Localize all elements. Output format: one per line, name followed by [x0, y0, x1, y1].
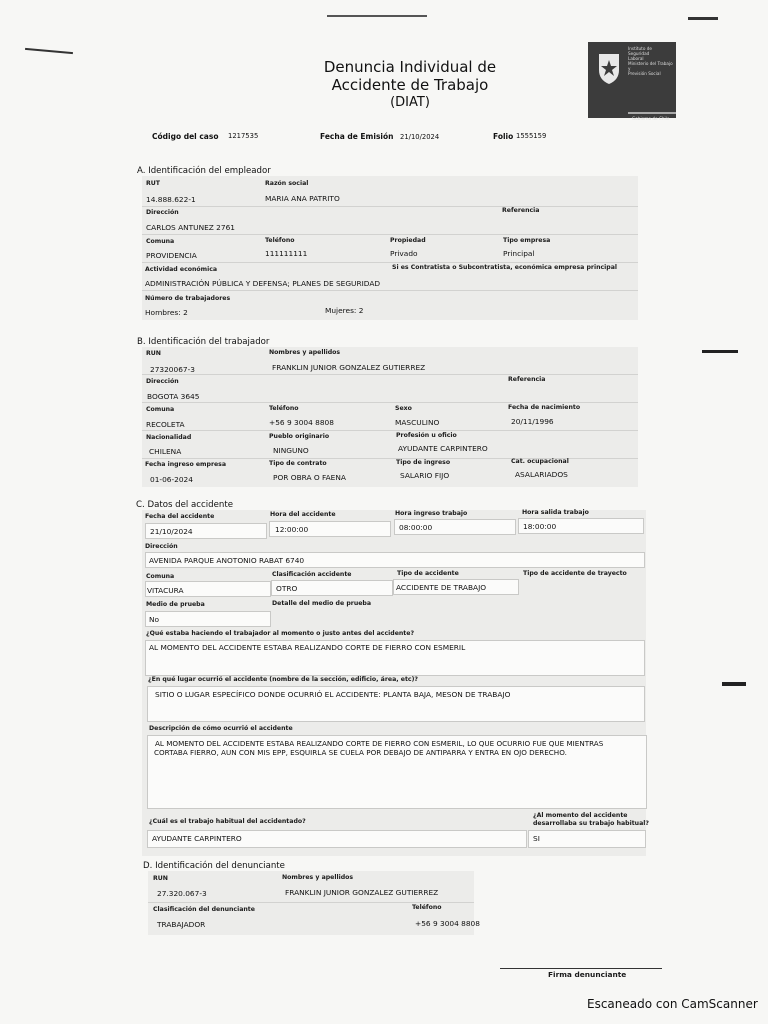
accident-tipo: ACCIDENTE DE TRABAJO — [396, 583, 487, 592]
worker-sexo: MASCULINO — [395, 418, 440, 427]
employer-hombres: Hombres: 2 — [145, 308, 188, 317]
logo-text-1: Instituto de — [628, 46, 652, 51]
worker-contrato-label: Tipo de contrato — [269, 460, 327, 467]
employer-razon-label: Razón social — [265, 180, 309, 187]
worker-tipo-ingreso: SALARIO FIJO — [400, 471, 450, 480]
reporter-name-label: Nombres y apellidos — [282, 874, 354, 881]
reporter-name: FRANKLIN JUNIOR GONZALEZ GUTIERREZ — [285, 888, 439, 897]
logo-text-6: Gobierno de Chile — [632, 116, 670, 121]
employer-tel-label: Teléfono — [265, 237, 295, 244]
accident-hora-salida-label: Hora salida trabajo — [522, 509, 589, 516]
reporter-run: 27.320.067-3 — [157, 889, 207, 898]
employer-act: ADMINISTRACIÓN PÚBLICA Y DEFENSA; PLANES DE SEGURIDAD — [145, 279, 381, 288]
logo-text-5: Previsión Social — [628, 71, 661, 76]
employer-act-label: Actividad económica — [145, 266, 218, 273]
employer-prop-label: Propiedad — [390, 237, 426, 244]
accident-trayecto-label: Tipo de accidente de trayecto — [523, 570, 627, 577]
reporter-clasif-label: Clasificación del denunciante — [153, 906, 255, 913]
reporter-clasif: TRABAJADOR — [157, 920, 206, 929]
title-line-2: Accidente de Trabajo — [331, 76, 489, 94]
worker-pueblo-label: Pueblo originario — [269, 433, 330, 440]
reporter-tel: +56 9 3004 8808 — [415, 919, 480, 928]
worker-cat-label: Cat. ocupacional — [511, 458, 569, 465]
worker-dir: BOGOTA 3645 — [147, 392, 200, 401]
accident-hora: 12:00:00 — [275, 525, 309, 534]
worker-run: 27320067-3 — [150, 365, 195, 374]
accident-q1: AL MOMENTO DEL ACCIDENTE ESTABA REALIZANDO CORTE DE FIERRO CON ESMERIL — [149, 643, 466, 652]
worker-comuna: RECOLETA — [146, 420, 185, 429]
worker-cat: ASALARIADOS — [515, 470, 568, 479]
worker-ingreso-label: Fecha ingreso empresa — [145, 461, 227, 468]
accident-dir: AVENIDA PARQUE ANOTONIO RABAT 6740 — [149, 556, 305, 565]
accident-hora-ingreso-label: Hora ingreso trabajo — [395, 510, 468, 517]
worker-ref-label: Referencia — [508, 376, 546, 383]
employer-tel: 111111111 — [265, 249, 308, 258]
employer-rut: 14.888.622-1 — [146, 195, 196, 204]
signature-label: Firma denunciante — [548, 970, 627, 979]
desarrollaba-box — [528, 830, 646, 848]
scan-mark-left — [25, 48, 73, 54]
scan-mark-topright — [688, 17, 718, 20]
section-b-title: B. Identificación del trabajador — [137, 337, 270, 347]
shield-emblem-icon — [596, 50, 622, 86]
employer-razon: MARIA ANA PATRITO — [265, 194, 340, 203]
employer-mujeres: Mujeres: 2 — [325, 306, 364, 315]
accident-hora-label: Hora del accidente — [270, 511, 336, 518]
worker-tel-label: Teléfono — [269, 405, 299, 412]
worker-name: FRANKLIN JUNIOR GONZALEZ GUTIERREZ — [272, 363, 426, 372]
accident-q3-line2: CORTABA FIERRO, AUN CON MIS EPP, ESQUIRLA SE CUELA POR DEBAJO DE ANTIPARRA Y ENTRA EN OJO DERECHO. — [154, 748, 567, 757]
scan-mark-right2 — [722, 682, 746, 686]
accident-comuna-label: Comuna — [146, 573, 175, 580]
emission-date-label: Fecha de Emisión — [320, 132, 394, 141]
title-line-1: Denuncia Individual de — [323, 58, 497, 76]
scan-mark-right1 — [702, 350, 738, 353]
logo-text-2: Seguridad — [628, 51, 650, 56]
employer-dir-label: Dirección — [146, 209, 179, 216]
accident-q2: SITIO O LUGAR ESPECÍFICO DONDE OCURRIÓ EL ACCIDENTE: PLANTA BAJA, MESON DE TRABAJO — [155, 690, 511, 699]
worker-pueblo: NINGUNO — [273, 446, 309, 455]
accident-medio-label: Medio de prueba — [146, 601, 205, 608]
accident-q3-line1: AL MOMENTO DEL ACCIDENTE ESTABA REALIZANDO CORTE DE FIERRO CON ESMERIL, LO QUE OCURRIO FUE QUE MIENTRAS — [155, 739, 604, 748]
worker-ingreso: 01-06-2024 — [150, 475, 193, 484]
accident-hora-salida: 18:00:00 — [523, 522, 557, 531]
government-logo — [588, 42, 676, 121]
accident-desarrollaba-label-1: ¿Al momento del accidente — [533, 812, 628, 819]
accident-clasif: OTRO — [276, 584, 298, 593]
folio-label: Folio — [493, 132, 514, 141]
section-a-title: A. Identificación del empleador — [137, 166, 271, 176]
accident-fecha: 21/10/2024 — [150, 527, 193, 536]
employer-comuna: PROVIDENCIA — [146, 251, 197, 260]
accident-habitual: AYUDANTE CARPINTERO — [152, 834, 242, 843]
medio-box — [145, 611, 271, 627]
worker-prof-label: Profesión u oficio — [396, 432, 457, 439]
accident-habitual-label: ¿Cuál es el trabajo habitual del accidentado? — [149, 818, 306, 825]
case-code: 1217535 — [228, 132, 259, 140]
employer-tipo: Principal — [503, 249, 535, 258]
emission-date: 21/10/2024 — [400, 133, 440, 141]
worker-nac-label: Fecha de nacimiento — [508, 404, 581, 411]
logo-stripe — [628, 112, 676, 114]
accident-tipo-label: Tipo de accidente — [397, 570, 459, 577]
signature-line — [500, 968, 662, 969]
accident-clasif-label: Clasificación accidente — [272, 571, 352, 578]
accident-hora-ingreso: 08:00:00 — [399, 523, 433, 532]
worker-contrato: POR OBRA O FAENA — [273, 473, 346, 482]
logo-text-3: Laboral — [628, 56, 644, 61]
accident-comuna: VITACURA — [147, 586, 184, 595]
employer-rut-label: RUT — [146, 180, 161, 187]
employer-comuna-label: Comuna — [146, 238, 175, 245]
accident-q2-label: ¿En qué lugar ocurrió el accidente (nombre de la sección, edificio, área, etc)? — [148, 676, 418, 683]
worker-sexo-label: Sexo — [395, 405, 412, 412]
worker-comuna-label: Comuna — [146, 406, 175, 413]
employer-ref-label: Referencia — [502, 207, 540, 214]
accident-fecha-label: Fecha del accidente — [145, 513, 215, 520]
accident-desarrollaba: SI — [533, 834, 540, 843]
worker-name-label: Nombres y apellidos — [269, 349, 341, 356]
worker-nacionalidad-label: Nacionalidad — [146, 434, 192, 441]
case-code-label: Código del caso — [152, 132, 219, 141]
worker-dir-label: Dirección — [146, 378, 179, 385]
worker-prof: AYUDANTE CARPINTERO — [398, 444, 488, 453]
logo-text-4: Ministerio del Trabajo y — [628, 61, 673, 71]
accident-desarrollaba-label-2: desarrollaba su trabajo habitual? — [533, 820, 649, 827]
title-line-3: (DIAT) — [390, 95, 430, 110]
worker-run-label: RUN — [146, 350, 161, 357]
accident-q3-label: Descripción de cómo ocurrió el accidente — [149, 725, 293, 732]
camscanner-footer: Escaneado con CamScanner — [587, 997, 758, 1011]
employer-tipo-label: Tipo empresa — [503, 237, 551, 244]
worker-nacionalidad: CHILENA — [149, 447, 182, 456]
section-d-title: D. Identificación del denunciante — [143, 861, 285, 871]
reporter-run-label: RUN — [153, 875, 168, 882]
employer-dir: CARLOS ANTUNEZ 2761 — [146, 223, 235, 232]
employer-contratista-label: Si es Contratista o Subcontratista, económica empresa principal — [392, 264, 617, 271]
worker-tipo-ingreso-label: Tipo de ingreso — [396, 459, 451, 466]
worker-tel: +56 9 3004 8808 — [269, 418, 334, 427]
accident-detalle-label: Detalle del medio de prueba — [272, 600, 372, 607]
scan-mark-top — [327, 15, 427, 17]
reporter-tel-label: Teléfono — [412, 904, 442, 911]
employer-prop: Privado — [390, 249, 418, 258]
folio: 1555159 — [516, 132, 547, 140]
worker-nac: 20/11/1996 — [511, 417, 554, 426]
accident-q1-label: ¿Qué estaba haciendo el trabajador al momento o justo antes del accidente? — [146, 630, 415, 637]
section-c-title: C. Datos del accidente — [136, 500, 233, 510]
document-title — [300, 58, 520, 112]
accident-medio: No — [149, 615, 160, 624]
employer-num-label: Número de trabajadores — [145, 295, 231, 302]
accident-dir-label: Dirección — [145, 543, 178, 550]
